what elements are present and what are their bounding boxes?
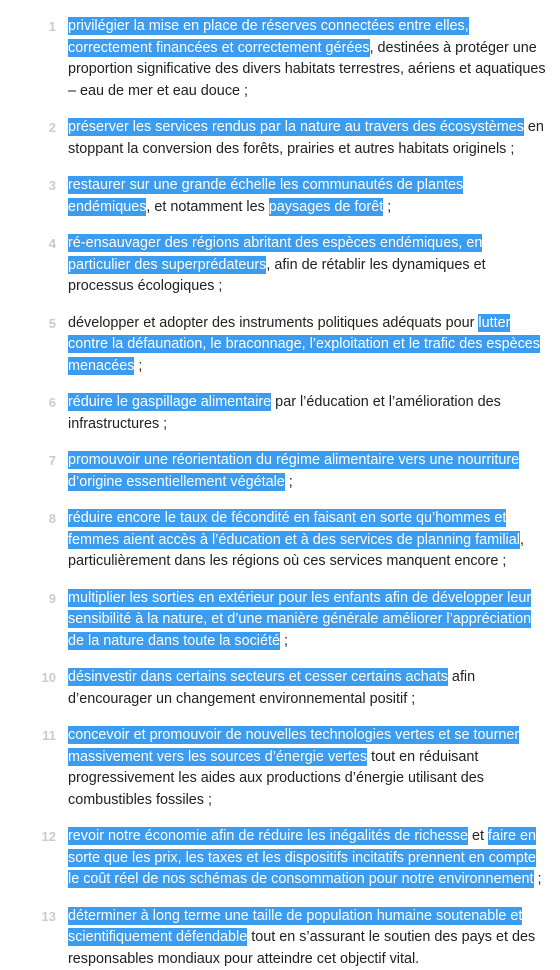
list-item: [40, 175, 560, 218]
item-number: 13: [40, 906, 56, 928]
item-text: [68, 508, 548, 573]
item-text: [68, 450, 548, 493]
item-text: [68, 826, 548, 891]
item-number: 6: [40, 392, 56, 414]
plain-text: ;: [285, 474, 293, 490]
item-number: 11: [40, 725, 56, 747]
plain-text: , particulièrement dans les régions où ces services manquent encore ;: [68, 532, 524, 570]
item-text: [68, 233, 548, 298]
item-text: [68, 175, 548, 218]
plain-text: ;: [280, 633, 288, 649]
plain-text: et: [468, 828, 488, 844]
highlighted-text: lutter contre la défaunation, le braconnage, l’exploitation et le trafic des espèces menacées: [68, 314, 540, 375]
highlighted-text: restaurer sur une grande échelle les communautés de plantes endémiques: [68, 176, 463, 216]
plain-text: tout en réduisant progressivement les aides aux productions d’énergie utilisant des combustibles fossiles ;: [68, 749, 484, 808]
highlighted-text: préserver les services rendus par la nature au travers des écosystèmes: [68, 118, 524, 136]
list-item: [40, 117, 560, 160]
list-item: [40, 906, 560, 970]
plain-text: afin d’encourager un changement environnemental positif ;: [68, 669, 475, 707]
highlighted-text: déterminer à long terme une taille de population humaine soutenable et scientifiquement défendable: [68, 907, 522, 947]
item-number: 1: [40, 16, 56, 38]
item-number: 10: [40, 667, 56, 689]
highlighted-text: paysages de forêt: [269, 198, 383, 216]
list-item: [40, 16, 560, 102]
list-item: [40, 233, 560, 298]
item-number: 5: [40, 313, 56, 335]
highlighted-text: multiplier les sorties en extérieur pour les enfants afin de développer leur sensibilité à la nature, et d’une manière générale améliorer l’appréciation de la nature dans toute la société: [68, 589, 531, 650]
plain-text: ;: [134, 358, 142, 374]
item-number: 8: [40, 508, 56, 530]
item-number: 2: [40, 117, 56, 139]
list-item: [40, 392, 560, 435]
item-text: [68, 906, 548, 970]
plain-text: tout en s’assurant le soutien des pays et des responsables mondiaux pour atteindre cet objectif vital.: [68, 929, 535, 967]
highlighted-text: privilégier la mise en place de réserves connectées entre elles, correctement financées et correctement gérées: [68, 17, 469, 57]
list-item: [40, 588, 560, 653]
plain-text: , destinées à protéger une proportion significative des divers habitats terrestres, aériens et aquatiques – eau de mer et eau douce ;: [68, 40, 546, 99]
item-text: [68, 16, 548, 102]
highlighted-text: réduire encore le taux de fécondité en faisant en sorte qu’hommes et femmes aient accès à l’éducation et à des services de planning familial: [68, 509, 520, 549]
item-number: 7: [40, 450, 56, 472]
highlighted-text: revoir notre économie afin de réduire les inégalités de richesse: [68, 827, 468, 845]
highlighted-text: concevoir et promouvoir de nouvelles technologies vertes et se tourner massivement vers les sources d’énergie vertes: [68, 726, 519, 766]
plain-text: en stoppant la conversion des forêts, prairies et autres habitats originels ;: [68, 119, 544, 157]
list-item: [40, 826, 560, 891]
highlighted-text: ré-ensauvager des régions abritant des espèces endémiques, en particulier des superprédateurs: [68, 234, 482, 274]
highlighted-text: promouvoir une réorientation du régime alimentaire vers une nourriture d’origine essentiellement végétale: [68, 451, 519, 491]
item-text: [68, 392, 548, 435]
highlighted-text: faire en sorte que les prix, les taxes et les dispositifs incitatifs prennent en compte le coût réel de nos schémas de consommation pour notre environnement: [68, 827, 536, 888]
item-text: [68, 313, 548, 378]
list-item: [40, 725, 560, 811]
plain-text: , et notamment les: [146, 199, 268, 215]
item-text: [68, 588, 548, 653]
list-item: [40, 313, 560, 378]
item-text: [68, 725, 548, 811]
item-text: [68, 117, 548, 160]
plain-text: ;: [383, 199, 391, 215]
highlighted-text: réduire le gaspillage alimentaire: [68, 393, 271, 411]
item-text: [68, 667, 548, 710]
item-number: 4: [40, 233, 56, 255]
list-item: [40, 508, 560, 573]
plain-text: par l’éducation et l’amélioration des infrastructures ;: [68, 394, 501, 432]
item-number: 12: [40, 826, 56, 848]
item-number: 9: [40, 588, 56, 610]
highlighted-text: désinvestir dans certains secteurs et cesser certains achats: [68, 668, 448, 686]
plain-text: développer et adopter des instruments politiques adéquats pour: [68, 315, 478, 331]
plain-text: ;: [534, 871, 542, 887]
list-item: [40, 450, 560, 493]
list-item: [40, 667, 560, 710]
plain-text: , afin de rétablir les dynamiques et processus écologiques ;: [68, 257, 486, 295]
item-number: 3: [40, 175, 56, 197]
